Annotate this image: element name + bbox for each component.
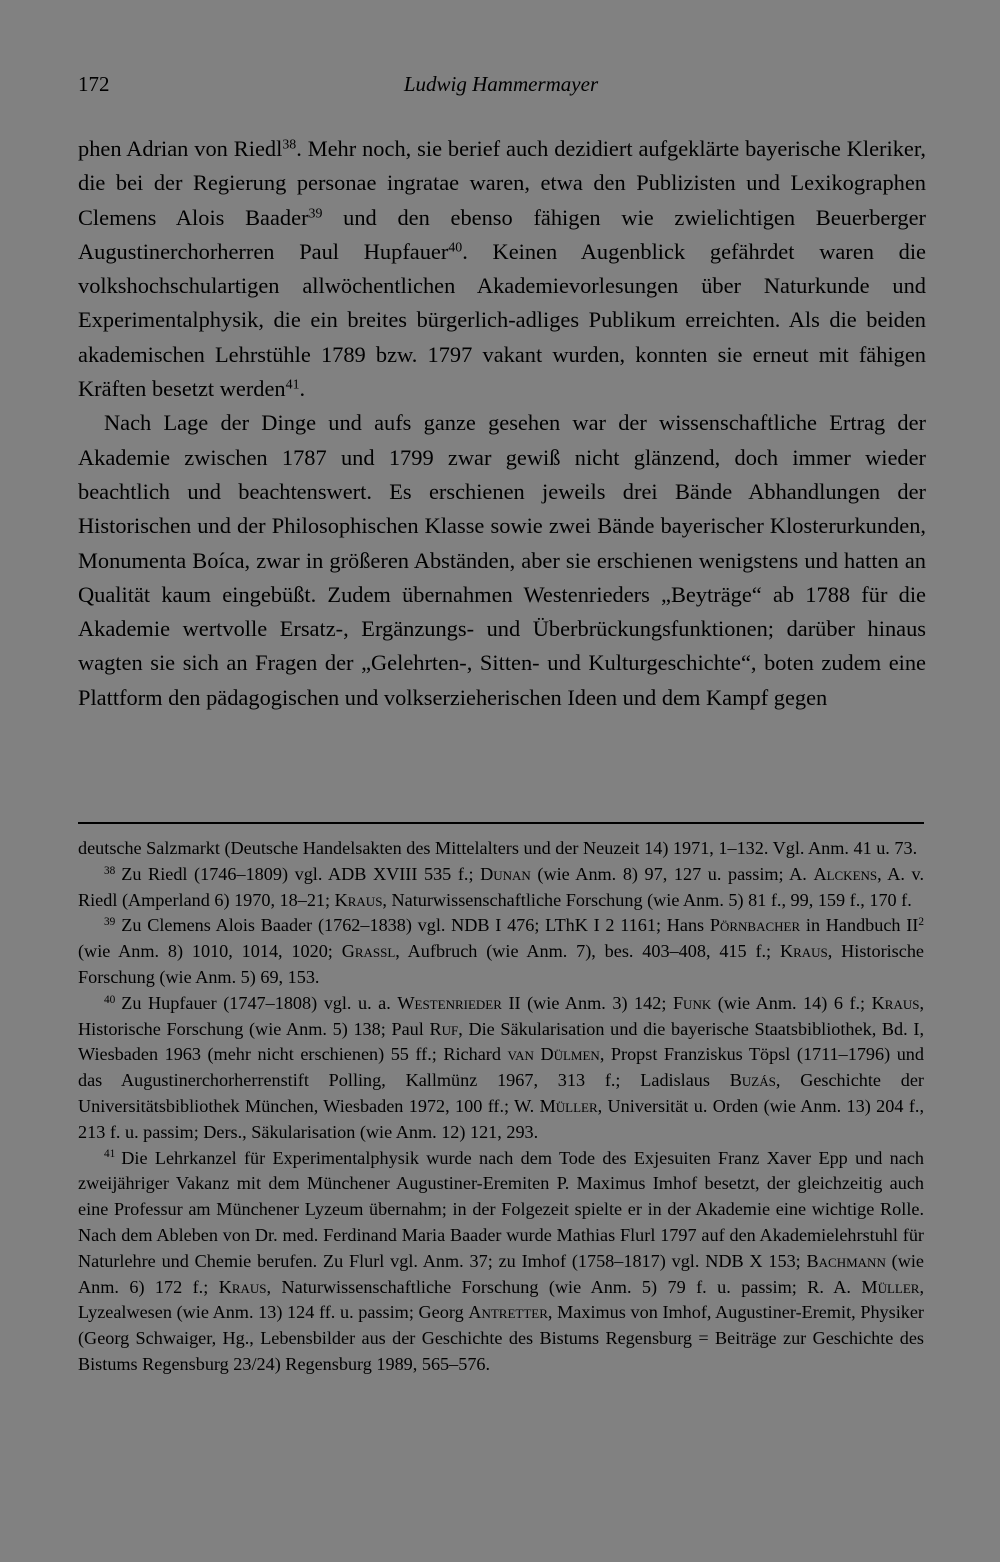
running-header [78, 66, 924, 102]
footnotes [78, 836, 924, 1378]
footnote-ref: 40 [448, 240, 463, 256]
footnote-ref: 39 [308, 205, 323, 221]
paragraph: Nach Lage der Dinge und aufs ganze gesehen war der wissenschaftliche Ertrag der Akademie zwischen 1787 und 1799 zwar gewiß nicht glänzend, doch immer wieder beachtlich und beachtenswert. Es erschienen jeweils drei Bände Abhandlungen der Historischen und der Philosophischen Klasse sowie zwei Bände bayerischer Klosterurkunden, Monumenta Boíca, zwar in größeren Abständen, aber sie erschienen wenigstens und hatten an Qualität kaum eingebüßt. Zudem übernahmen Westenrieders „Beyträge“ ab 1788 für die Akademie wertvolle Ersatz-, Ergänzungs- und Überbrückungsfunktionen; darüber hinaus wagten sie sich an Fragen der „Gelehrten-, Sitten- und Kulturgeschichte“, boten zudem eine Plattform den pädagogischen und volkserzieherischen Ideen und dem Kampf gegen [78, 410, 926, 710]
main-text [78, 132, 926, 715]
footnote-ref: 38 [282, 137, 297, 153]
footnote-40: $^{40}$ Zu Hupfauer (1747–1808) vgl. u. a. Westenrieder II (wie Anm. 3) 142; Funk (wie Anm. 14) 6 f.; Kraus, Historische Forschung (wie Anm. 5) 138; Paul Ruf, Die Säkularisation und die bayerische Staatsbibliothek, Bd. I, Wiesbaden 1963 (mehr nicht erschienen) 55 ff.; Richard van Dülmen, Propst Franziskus Töpsl (1711–1796) und das Augustinerchorherrenstift Polling, Kallmünz 1967, 313 f.; Ladislaus Buzás, Geschichte der Universitätsbibliothek München, Wiesbaden 1972, 100 ff.; W. Müller, Universität u. Orden (wie Anm. 13) 204 f., 213 f. u. passim; Ders., Säkularisation (wie Anm. 12) 121, 293. [78, 992, 924, 1142]
footnote-ref: 41 [285, 377, 300, 393]
footnote-divider [78, 822, 924, 824]
footnote-continuation: deutsche Salzmarkt (Deutsche Handelsakten des Mittelalters und der Neuzeit 14) 1971, 1–132. Vgl. Anm. 41 u. 73. [78, 838, 918, 858]
footnote-number: 38 [104, 864, 116, 877]
footnote-39: $^{39}$ Zu Clemens Alois Baader (1762–1838) vgl. NDB I 476; LThK I 2 1161; Hans Pörnbacher in Handbuch $II^2$ (wie Anm. 8) 1010, 1014, 1020; Grassl, Aufbruch (wie Anm. 7), bes. 403–408, 415 f.; Kraus, Historische Forschung (wie Anm. 5) 69, 153. [78, 915, 924, 987]
footnote-41: $^{41}$ Die Lehrkanzel für Experimentalphysik wurde nach dem Tode des Exjesuiten Franz Xaver Epp und nach zweijähriger Vakanz mit dem Münchener Augustiner-Eremiten P. Maximus Imhof besetzt, der gleichzeitig auch eine Professur am Münchener Lyzeum übernahm; in der Folgezeit spielte er in der Akademie eine wichtige Rolle. Nach dem Ableben von Dr. med. Ferdinand Maria Baader wurde Mathias Flurl 1797 auf den Akademielehrstuhl für Naturlehre und Chemie berufen. Zu Flurl vgl. Anm. 37; zu Imhof (1758–1817) vgl. NDB X 153; Bachmann (wie Anm. 6) 172 f.; Kraus, Naturwissenschaftliche Forschung (wie Anm. 5) 79 f. u. passim; R. A. Müller, Lyzealwesen (wie Anm. 13) 124 ff. u. passim; Georg Antretter, Maximus von Imhof, Augustiner-Eremit, Physiker (Georg Schwaiger, Hg., Lebensbilder aus der Geschichte des Bistums Regensburg = Beiträge zur Geschichte des Bistums Regensburg 23/24) Regensburg 1989, 565–576. [78, 1147, 925, 1374]
footnote-number: 41 [104, 1148, 116, 1161]
footnote-number: 39 [104, 916, 116, 929]
page-number: 172 [78, 72, 110, 96]
running-title: Ludwig Hammermayer [403, 72, 599, 96]
footnote-38: $^{38}$ Zu Riedl (1746–1809) vgl. ADB XVIII 535 f.; Dunan (wie Anm. 8) 97, 127 u. passim; A. Alckens, A. v. Riedl (Amperland 6) 1970, 18–21; Kraus, Naturwissenschaftliche Forschung (wie Anm. 5) 81 f., 99, 159 f., 170 f. [78, 863, 925, 910]
footnote-number: 40 [104, 993, 116, 1006]
paragraph: phen Adrian von Riedl$^{38}$. Mehr noch, sie berief auch dezidiert aufgeklärte bayerische Kleriker, die bei der Regierung personae ingratae waren, etwa den Publizisten und Lexikographen Clemens Alois Baader$^{39}$ und den ebenso fähigen wie zwielichtigen Beuerberger Augustinerchorherren Paul Hupfauer$^{40}$. Keinen Augenblick gefährdet waren die volkshochschulartigen allwöchentlichen Akademievorlesungen über Naturkunde und Experimentalphysik, die ein breites bürgerlich-adliges Publikum erreichten. Als die beiden akademischen Lehrstühle 1789 bzw. 1797 vakant wurden, konnten sie erneut mit fähigen Kräften besetzt werden$^{41}$. [78, 136, 927, 402]
